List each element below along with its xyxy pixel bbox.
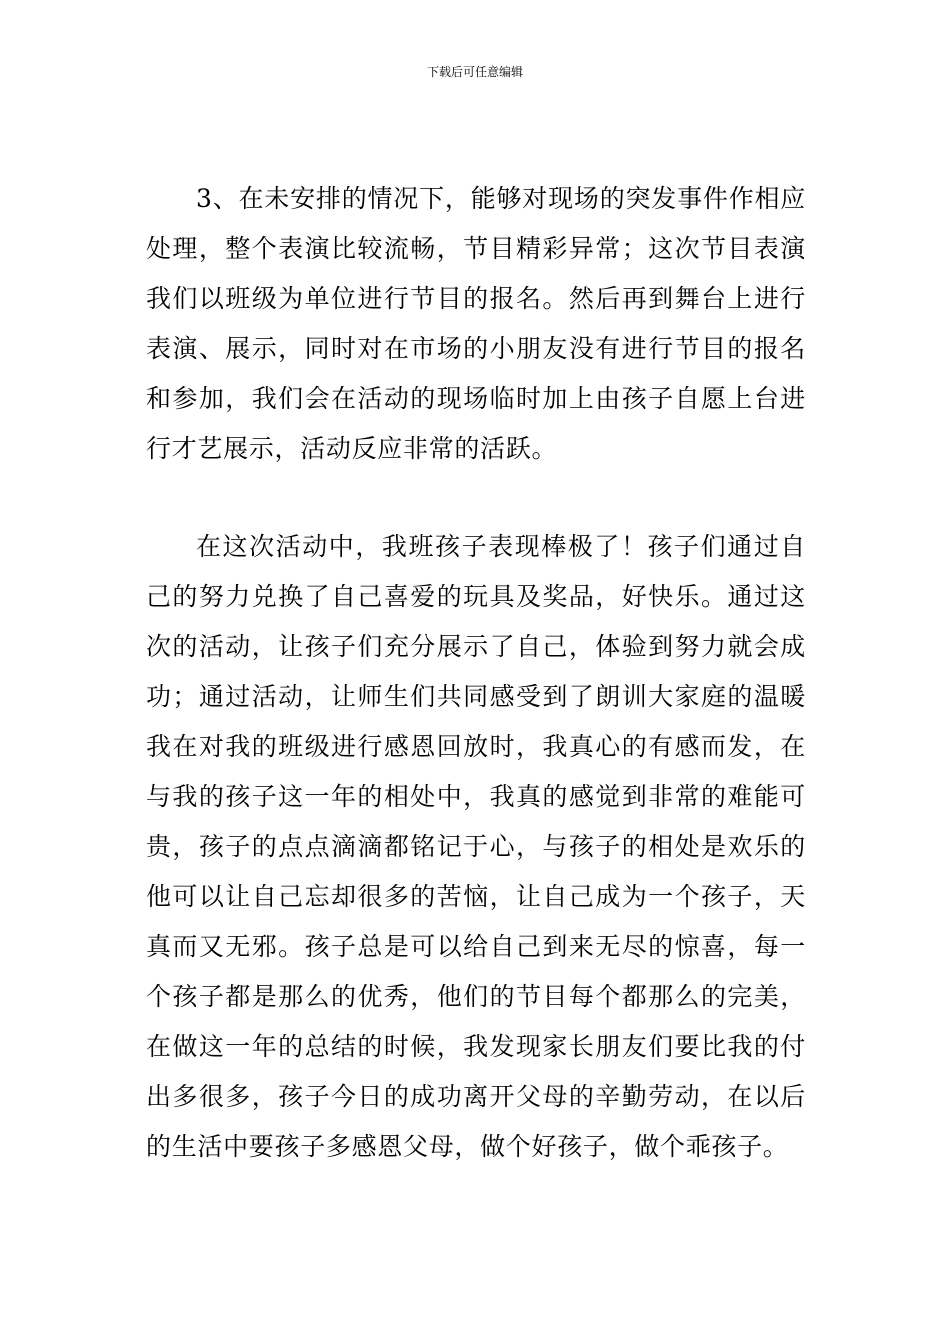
body-paragraph-2: 在这次活动中，我班孩子表现棒极了！孩子们通过自己的努力兑换了自己喜爱的玩具及奖品，好快乐。通过这次的活动，让孩子们充分展示了自己，体验到努力就会成功；通过活动，让师生们共同感受到了朗训大家庭的温暖我在对我的班级进行感恩回放时，我真心的有感而发，在与我的孩子这一年的相处中，我真的感觉到非常的难能可贵，孩子的点点滴滴都铭记于心，与孩子的相处是欢乐的他可以让自己忘却很多的苦恼，让自己成为一个孩子，天真而又无邪。孩子总是可以给自己到来无尽的惊喜，每一个孩子都是那么的优秀，他们的节目每个都那么的完美，在做这一年的总结的时候，我发现家长朋友们要比我的付出多很多，孩子今日的成功离开父母的辛勤劳动，在以后的生活中要孩子多感恩父母，做个好孩子，做个乖孩子。 <box>146 532 806 1161</box>
body-paragraph-1: 3、在未安排的情况下，能够对现场的突发事件作相应处理，整个表演比较流畅，节目精彩异常；这次节目表演我们以班级为单位进行节目的报名。然后再到舞台上进行表演、展示，同时对在市场的小朋友没有进行节目的报名和参加，我们会在活动的现场临时加上由孩子自愿上台进行才艺展示，活动反应非常的活跃。 <box>146 184 806 463</box>
page-header-note: 下载后可任意编辑 <box>426 65 523 79</box>
